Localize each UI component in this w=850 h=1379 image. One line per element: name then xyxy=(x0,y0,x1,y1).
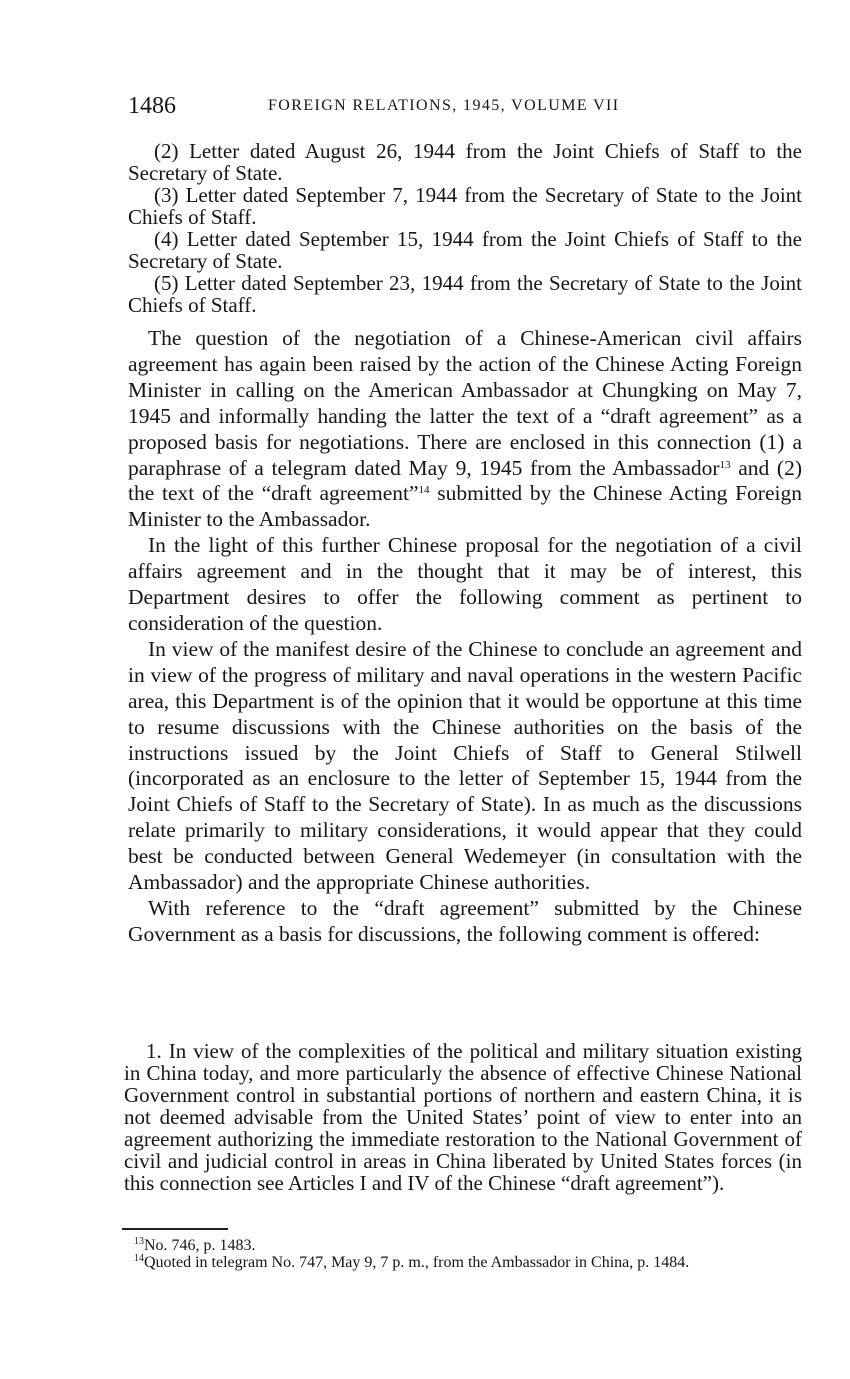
enclosure-item: (5) Letter dated September 23, 1944 from the Secretary of State to the Joint Chiefs of Staff. xyxy=(128,271,802,317)
page-number: 1486 xyxy=(128,93,176,119)
enclosure-item: (2) Letter dated August 26, 1944 from the Joint Chiefs of Staff to the Secretary of State. xyxy=(128,139,802,185)
comment-section xyxy=(124,1040,802,1194)
footnote xyxy=(118,1254,802,1271)
footnote-mark: 13 xyxy=(134,1236,144,1247)
paragraph-text: submitted by the Chinese Acting Foreign Minister to the Ambassador. xyxy=(128,481,802,532)
body-text xyxy=(128,326,802,948)
body-paragraph: With reference to the “draft agreement” submitted by the Chinese Government as a basis for discussions, the following comment is offered: xyxy=(128,895,802,946)
footnotes xyxy=(118,1237,802,1271)
body-paragraph: In view of the manifest desire of the Chinese to conclude an agreement and in view of the progress of military and naval operations in the western Pacific area, this Department is of the opinion that it would be opportune at this time to resume discussions with the Chinese authorities on the basis of the instructions issued by the Joint Chiefs of Staff to General Stilwell (incorporated as an enclosure to the letter of September 15, 1944 from the Joint Chiefs of Staff to the Secretary of State). In as much as the discussions relate primarily to military considerations, it would appear that they could best be conducted between General Wedemeyer (in consultation with the Ambassador) and the appropriate Chinese authorities. xyxy=(128,636,802,895)
running-title: FOREIGN RELATIONS, 1945, VOLUME VII xyxy=(268,97,620,114)
footnote-ref: 13 xyxy=(719,458,731,471)
footnote-divider xyxy=(122,1228,228,1230)
enclosure-item: (3) Letter dated September 7, 1944 from the Secretary of State to the Joint Chiefs of Staff. xyxy=(128,183,802,229)
footnote-ref: 14 xyxy=(418,484,430,497)
footnote-text: Quoted in telegram No. 747, May 9, 7 p. m., from the Ambassador in China, p. 1484. xyxy=(144,1254,690,1271)
body-paragraph: In the light of this further Chinese proposal for the negotiation of a civil affairs agreement and in the thought that it may be of interest, this Department desires to offer the following comment as pertinent to consideration of the question. xyxy=(128,533,802,635)
enclosure-list xyxy=(128,140,802,316)
paragraph-text: and (2) the text of the “draft agreement” xyxy=(128,455,802,506)
footnote xyxy=(118,1237,802,1254)
page-header xyxy=(128,93,800,123)
paragraph-text: The question of the negotiation of a Chinese-American civil affairs agreement has again been raised by the action of the Chinese Acting Foreign Minister in calling on the American Ambassador at Chungking on May 7, 1945 and informally handing the latter the text of a “draft agreement” as a proposed basis for negotiations. There are enclosed in this connection (1) a paraphrase of a telegram dated May 9, 1945 from the Ambassador xyxy=(128,326,802,480)
comment-item: 1. In view of the complexities of the political and military situation existing in China today, and more particularly the absence of effective Chinese National Government control in substantial portions of northern and eastern China, it is not deemed advisable from the United States’ point of view to enter into an agreement authorizing the immediate restoration to the National Government of civil and judicial control in areas in China liberated by United States forces (in this connection see Articles I and IV of the Chinese “draft agreement”). xyxy=(124,1039,802,1195)
footnote-text: No. 746, p. 1483. xyxy=(144,1237,256,1254)
footnote-mark: 14 xyxy=(134,1253,144,1264)
enclosure-item: (4) Letter dated September 15, 1944 from the Joint Chiefs of Staff to the Secretary of State. xyxy=(128,227,802,273)
body-paragraph xyxy=(128,326,802,533)
